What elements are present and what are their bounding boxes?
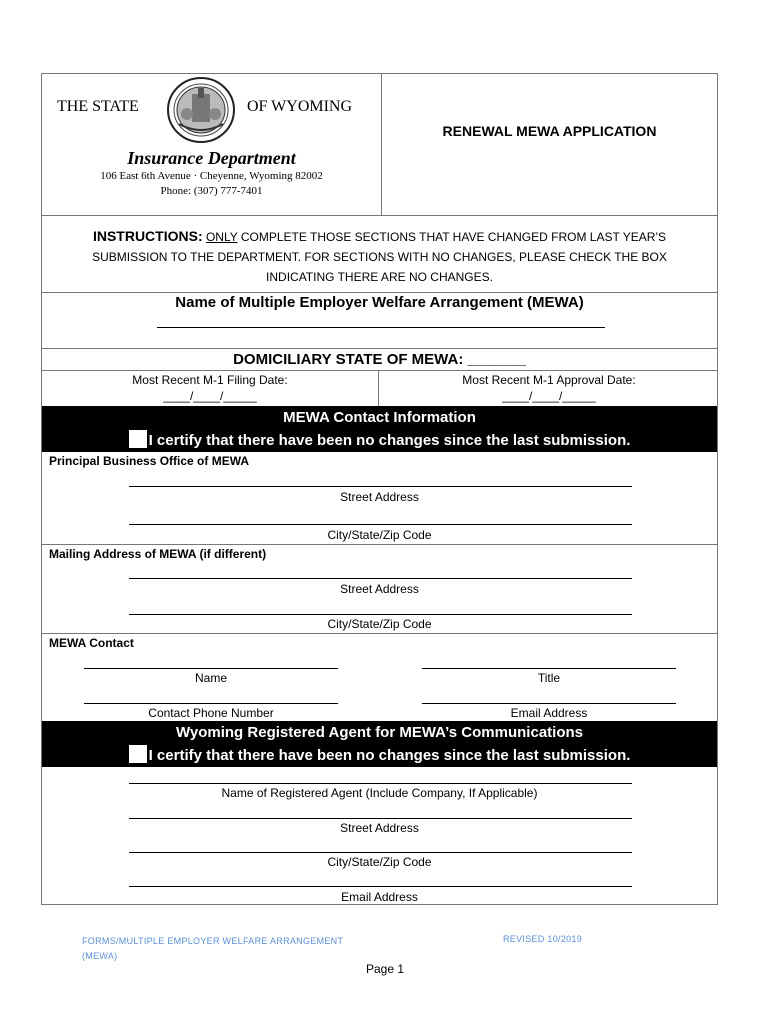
instructions-line-1: [42, 226, 717, 247]
mailing-street-line: [129, 578, 632, 579]
principal-office-label: Principal Business Office of MEWA: [49, 454, 250, 468]
filing-date-input[interactable]: ____/____/_____: [163, 389, 257, 403]
agent-no-change-checkbox[interactable]: [129, 745, 147, 763]
contact-info-certify: [42, 430, 717, 449]
page-number: Page 1: [365, 962, 405, 976]
form-title: RENEWAL MEWA APPLICATION: [442, 123, 657, 139]
mailing-street-label: Street Address: [340, 582, 419, 596]
mewa-name-line: [157, 327, 605, 328]
divider: [42, 370, 717, 371]
divider: [42, 633, 717, 634]
contact-certify-text: I certify that there have been no changes since the last submission.: [148, 432, 631, 449]
footer-revised: REVISED 10/2019: [503, 934, 583, 944]
contact-phone-label: Contact Phone Number: [148, 706, 274, 720]
agent-email-label: Email Address: [341, 890, 418, 904]
domiciliary-title: DOMICILIARY STATE OF MEWA: _______: [233, 351, 526, 368]
instructions-line-2: SUBMISSION TO THE DEPARTMENT. FOR SECTIONS WITH NO CHANGES, PLEASE CHECK THE BOX: [92, 250, 667, 264]
contact-info-title: MEWA Contact Information: [283, 409, 476, 426]
department-address: 106 East 6th Avenue · Cheyenne, Wyoming 82002: [100, 170, 323, 182]
mailing-city-label: City/State/Zip Code: [327, 617, 432, 631]
contact-email-label: Email Address: [510, 706, 588, 720]
agent-city-label: City/State/Zip Code: [327, 855, 432, 869]
agent-name-label: Name of Registered Agent (Include Company, If Applicable): [221, 786, 538, 800]
approval-date-input[interactable]: ____/____/_____: [502, 389, 596, 403]
instructions-only: ONLY: [205, 230, 238, 244]
wyoming-seal: [165, 76, 237, 144]
contact-no-change-checkbox[interactable]: [129, 430, 147, 448]
header-left-cell: [42, 74, 382, 215]
state-left-text: THE STATE: [57, 98, 139, 115]
principal-street-label: Street Address: [340, 490, 419, 504]
contact-name-label: Name: [194, 671, 227, 685]
agent-street-label: Street Address: [340, 821, 419, 835]
instructions-label: INSTRUCTIONS:: [92, 228, 203, 244]
state-right-text: OF WYOMING: [247, 98, 353, 115]
mailing-address-label: Mailing Address of MEWA (if different): [49, 547, 267, 561]
filing-date-label: Most Recent M-1 Filing Date:: [132, 373, 288, 387]
principal-city-line: [129, 524, 632, 525]
agent-email-line: [129, 886, 632, 887]
principal-street-line: [129, 486, 632, 487]
instructions: [42, 226, 717, 287]
contact-title-line: [422, 668, 676, 669]
divider: [42, 292, 717, 293]
mewa-name-title: Name of Multiple Employer Welfare Arrangement (MEWA): [175, 294, 584, 311]
contact-email-line: [422, 703, 676, 704]
agent-certify: [42, 745, 717, 764]
department-phone: Phone: (307) 777-7401: [160, 185, 263, 197]
approval-date-label: Most Recent M-1 Approval Date:: [462, 373, 636, 387]
footer-form-line-1: FORMS/MULTIPLE EMPLOYER WELFARE ARRANGEMENT: [82, 936, 344, 946]
mailing-city-line: [129, 614, 632, 615]
principal-city-label: City/State/Zip Code: [327, 528, 432, 542]
divider: [42, 215, 717, 216]
agent-name-line: [129, 783, 632, 784]
instructions-line-1-rest: COMPLETE THOSE SECTIONS THAT HAVE CHANGED FROM LAST YEAR’S: [237, 230, 667, 244]
contact-name-line: [84, 668, 338, 669]
footer-form-line-2: (MEWA): [82, 951, 118, 961]
divider: [42, 544, 717, 545]
contact-info-header: [42, 406, 717, 452]
agent-certify-text: I certify that there have been no changes since the last submission.: [148, 747, 631, 764]
mewa-contact-label: MEWA Contact: [49, 636, 134, 650]
contact-phone-line: [84, 703, 338, 704]
department-name: Insurance Department: [127, 148, 296, 168]
footer-form-name: [82, 934, 343, 964]
agent-city-line: [129, 852, 632, 853]
instructions-line-3: INDICATING THERE ARE NO CHANGES.: [266, 270, 493, 284]
divider: [42, 348, 717, 349]
application-form: [41, 73, 718, 905]
contact-title-label: Title: [537, 671, 561, 685]
agent-title: Wyoming Registered Agent for MEWA’s Communications: [176, 724, 583, 741]
agent-header: [42, 721, 717, 767]
agent-street-line: [129, 818, 632, 819]
